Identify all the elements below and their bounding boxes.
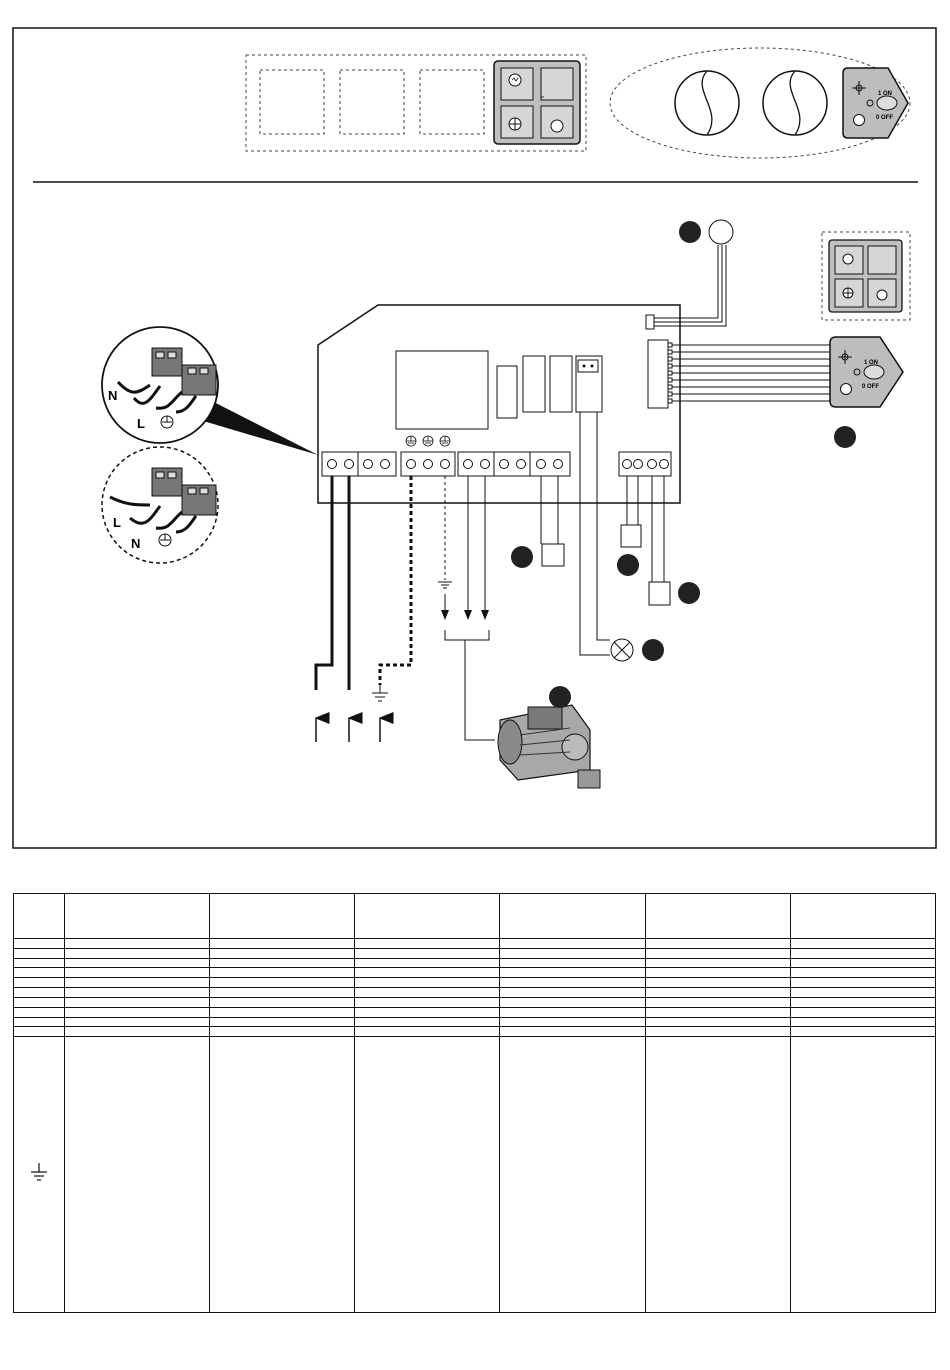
jet-pump-icon bbox=[509, 118, 521, 130]
table-cell bbox=[210, 968, 355, 978]
table-cell bbox=[210, 948, 355, 958]
table-row bbox=[14, 968, 936, 978]
table-cell bbox=[500, 1037, 645, 1313]
table-cell bbox=[355, 1017, 500, 1027]
air-button-2 bbox=[763, 71, 827, 135]
table-cell bbox=[645, 1007, 790, 1017]
earth-ground-icon bbox=[372, 685, 388, 701]
table-cell bbox=[210, 978, 355, 988]
table-cell bbox=[355, 1007, 500, 1017]
table-index-cell bbox=[14, 968, 65, 978]
table-cell bbox=[790, 978, 935, 988]
table-cell bbox=[355, 948, 500, 958]
callout-dot bbox=[679, 221, 701, 243]
table-row bbox=[14, 997, 936, 1007]
terminal-zoom-detail-2 bbox=[102, 447, 218, 563]
on-off-icon bbox=[551, 120, 563, 132]
live-label: L bbox=[137, 416, 145, 431]
on-off-icon bbox=[877, 290, 887, 300]
table-cell bbox=[65, 1027, 210, 1037]
callout-dot bbox=[678, 582, 700, 604]
table-row bbox=[14, 958, 936, 968]
table-cell bbox=[790, 948, 935, 958]
table-cell bbox=[645, 997, 790, 1007]
table-cell bbox=[65, 948, 210, 958]
table-cell bbox=[210, 1017, 355, 1027]
table-cell bbox=[500, 958, 645, 968]
table-cell bbox=[645, 894, 790, 939]
table-cell bbox=[645, 1037, 790, 1313]
table-cell bbox=[210, 958, 355, 968]
table-cell bbox=[210, 894, 355, 939]
table-row bbox=[14, 988, 936, 998]
table-cell bbox=[355, 968, 500, 978]
table-cell bbox=[500, 1017, 645, 1027]
table-cell bbox=[500, 939, 645, 949]
table-cell bbox=[355, 997, 500, 1007]
callout-dot bbox=[617, 554, 639, 576]
table-index-cell bbox=[14, 948, 65, 958]
table-cell bbox=[790, 1017, 935, 1027]
table-cell bbox=[355, 939, 500, 949]
table-cell bbox=[210, 1037, 355, 1313]
table-cell bbox=[645, 1027, 790, 1037]
table-cell bbox=[790, 894, 935, 939]
table-cell bbox=[65, 894, 210, 939]
callout-dot bbox=[511, 546, 533, 568]
table-index-cell bbox=[14, 988, 65, 998]
earth-ground-icon bbox=[28, 1161, 50, 1183]
table-row bbox=[14, 1017, 936, 1027]
table-index-cell bbox=[14, 978, 65, 988]
table-index-cell bbox=[14, 958, 65, 968]
table-cell bbox=[355, 1037, 500, 1313]
keypad-cable bbox=[672, 345, 832, 401]
table-cell bbox=[210, 1027, 355, 1037]
touch-controller-side bbox=[830, 337, 903, 407]
mains-supply-wiring bbox=[316, 476, 411, 742]
live-label: L bbox=[113, 515, 121, 530]
table-row bbox=[14, 978, 936, 988]
table-index-cell bbox=[14, 939, 65, 949]
table-index-cell bbox=[14, 894, 65, 939]
terminal-zoom-detail-1 bbox=[102, 327, 218, 443]
table-cell bbox=[355, 988, 500, 998]
table-index-cell bbox=[14, 1007, 65, 1017]
table-index-cell bbox=[14, 997, 65, 1007]
table-cell bbox=[790, 939, 935, 949]
table-index-cell bbox=[14, 1017, 65, 1027]
table-index-cell bbox=[14, 1037, 65, 1313]
table-cell bbox=[790, 1007, 935, 1017]
legend-table bbox=[13, 893, 936, 1313]
callout-dot bbox=[642, 639, 664, 661]
table-cell bbox=[210, 988, 355, 998]
table-cell bbox=[65, 988, 210, 998]
wall-control-panel bbox=[246, 55, 586, 151]
blank-module-1 bbox=[260, 70, 324, 134]
table-cell bbox=[210, 1007, 355, 1017]
jet-pump-icon bbox=[843, 288, 853, 298]
callout-dot bbox=[834, 426, 856, 448]
table-cell bbox=[645, 1017, 790, 1027]
table-cell bbox=[645, 958, 790, 968]
table-row bbox=[14, 1007, 936, 1017]
table-cell bbox=[790, 958, 935, 968]
table-row bbox=[14, 1027, 936, 1037]
blank-module-3 bbox=[420, 70, 484, 134]
neutral-label: N bbox=[108, 388, 118, 403]
blank-module-2 bbox=[340, 70, 404, 134]
table-cell bbox=[790, 968, 935, 978]
off-label: 0 OFF bbox=[862, 384, 880, 390]
table-cell bbox=[645, 968, 790, 978]
table-cell bbox=[65, 968, 210, 978]
table-cell bbox=[65, 1007, 210, 1017]
callout-dot bbox=[549, 686, 571, 708]
table-cell bbox=[355, 894, 500, 939]
pump-wiring bbox=[438, 476, 495, 740]
table-cell bbox=[645, 978, 790, 988]
light-bulb-icon bbox=[843, 254, 853, 264]
table-cell bbox=[355, 978, 500, 988]
table-cell bbox=[65, 1037, 210, 1313]
table-cell bbox=[790, 1037, 935, 1313]
zoom-pointer bbox=[200, 395, 318, 455]
table-cell bbox=[645, 988, 790, 998]
table-cell bbox=[355, 1027, 500, 1037]
table-cell bbox=[500, 968, 645, 978]
table-cell bbox=[790, 1027, 935, 1037]
on-label: 1 ON bbox=[864, 360, 879, 366]
table-cell bbox=[500, 948, 645, 958]
table-cell bbox=[65, 1017, 210, 1027]
earth-ground-icon bbox=[438, 582, 452, 588]
on-label: 1 ON bbox=[878, 91, 893, 97]
table-cell bbox=[645, 939, 790, 949]
table-cell bbox=[65, 978, 210, 988]
table-row bbox=[14, 948, 936, 958]
table-cell bbox=[790, 997, 935, 1007]
touch-controller-top bbox=[843, 68, 908, 138]
table-header-row bbox=[14, 894, 936, 939]
control-button-module bbox=[494, 61, 580, 144]
table-cell bbox=[500, 1027, 645, 1037]
table-cell bbox=[500, 997, 645, 1007]
table-cell bbox=[790, 988, 935, 998]
pump-motor bbox=[498, 705, 600, 788]
table-row bbox=[14, 939, 936, 949]
table-cell bbox=[65, 939, 210, 949]
side-control-panel bbox=[822, 232, 910, 320]
table-cell bbox=[500, 894, 645, 939]
table-cell bbox=[65, 958, 210, 968]
neutral-label: N bbox=[131, 536, 141, 551]
table-cell bbox=[500, 988, 645, 998]
air-button-1 bbox=[675, 71, 739, 135]
off-label: 0 OFF bbox=[876, 115, 894, 121]
table-cell bbox=[500, 978, 645, 988]
table-cell bbox=[500, 1007, 645, 1017]
table-cell bbox=[210, 997, 355, 1007]
table-index-cell bbox=[14, 1027, 65, 1037]
table-cell bbox=[210, 939, 355, 949]
table-cell bbox=[645, 948, 790, 958]
light-bulb-icon bbox=[509, 74, 521, 86]
light-bulb-icon bbox=[841, 384, 852, 395]
table-cell bbox=[355, 958, 500, 968]
light-bulb-icon bbox=[854, 115, 865, 126]
table-cell bbox=[65, 997, 210, 1007]
table-row bbox=[14, 1037, 936, 1313]
pneumatic-button-group bbox=[610, 48, 910, 158]
control-box bbox=[318, 305, 680, 503]
